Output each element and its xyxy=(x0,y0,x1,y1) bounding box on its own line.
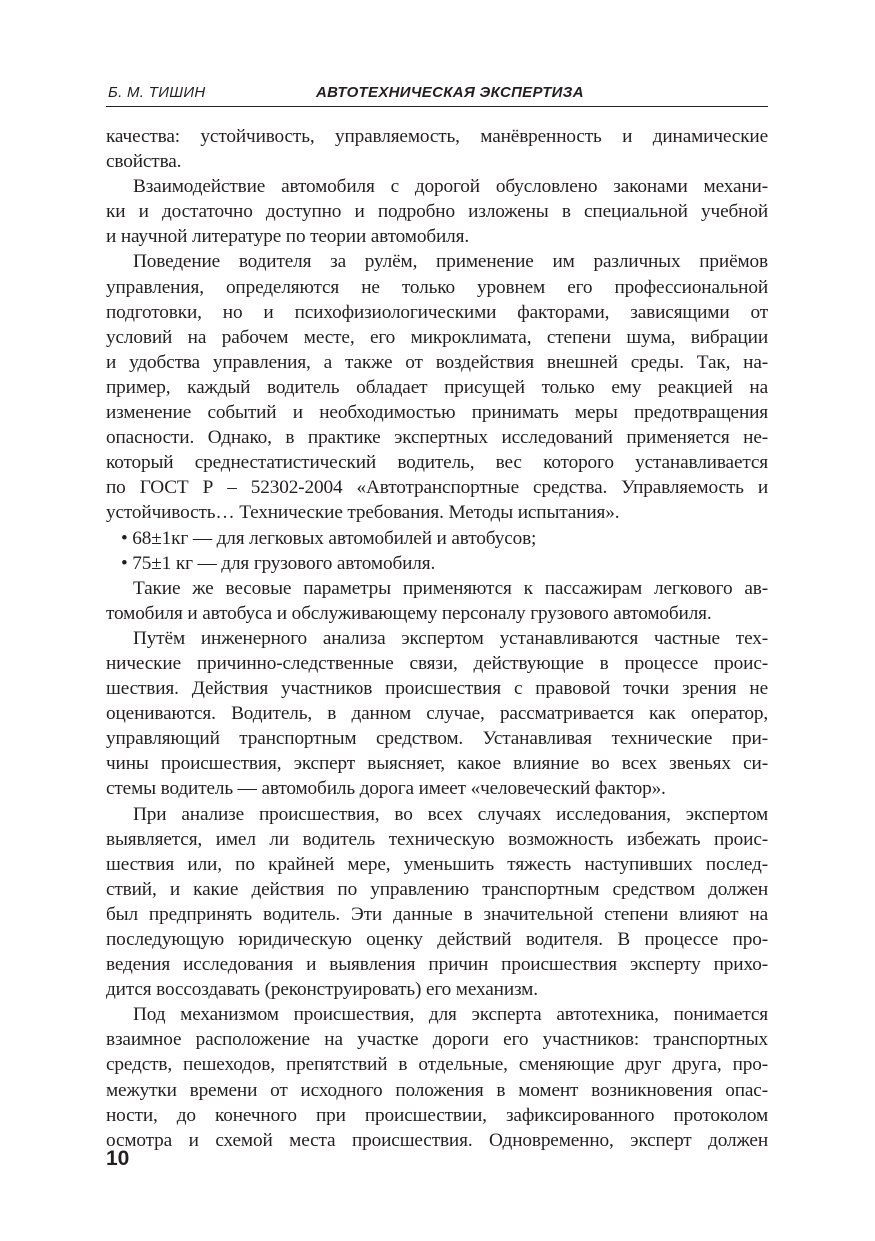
text-line: свойства. xyxy=(106,151,182,173)
text-line: шествия или, по крайней мере, уменьшить тяжесть наступивших послед- xyxy=(106,853,768,875)
text-line: который среднестатистический водитель, вес которого устанавливается xyxy=(106,452,768,474)
text-line: устойчивость… Технические требования. Методы испытания». xyxy=(106,502,620,524)
text-line: Путём инженерного анализа экспертом устанавливаются частные тех- xyxy=(133,627,768,649)
text-line: Взаимодействие автомобиля с дорогой обусловлено законами механи- xyxy=(133,176,768,198)
text-line: средств, пешеходов, препятствий в отдельные, сменяющие друг друга, про- xyxy=(106,1054,768,1076)
text-line: шествия. Действия участников происшествия с правовой точки зрения не xyxy=(106,678,768,700)
text-line: управляющий транспортным средством. Устанавливая технические при- xyxy=(106,728,768,750)
text-line: ведения исследования и выявления причин происшествия эксперту прихо- xyxy=(106,954,768,976)
text-line: При анализе происшествия, во всех случаях исследования, экспертом xyxy=(133,803,768,825)
text-line: дится воссоздавать (реконструировать) его механизм. xyxy=(106,979,538,1001)
paragraph xyxy=(106,802,768,1003)
text-line: ности, до конечного при происшествии, зафиксированного протоколом xyxy=(106,1104,768,1126)
text-line: пример, каждый водитель обладает присущей только ему реакцией на xyxy=(106,376,768,398)
paragraph xyxy=(106,576,768,626)
text-line: чины происшествия, эксперт выясняет, какое влияние во всех звеньях си- xyxy=(106,753,768,775)
header-author: Б. М. ТИШИН xyxy=(108,84,206,101)
bullet-item xyxy=(106,551,768,576)
paragraph xyxy=(106,626,768,802)
text-line: ствий, и какие действия по управлению транспортным средством должен xyxy=(106,878,768,900)
text-line: изменение событий и необходимостью принимать меры предотвращения xyxy=(106,402,768,424)
text-line: подготовки, но и психофизиологическими факторами, зависящими от xyxy=(106,301,768,323)
text-line: томобиля и автобуса и обслуживающему персоналу грузового автомобиля. xyxy=(106,602,712,624)
text-line: был предпринять водитель. Эти данные в значительной степени влияют на xyxy=(106,903,768,925)
text-line: осмотра и схемой места происшествия. Одновременно, эксперт должен xyxy=(106,1129,768,1151)
body-text xyxy=(106,124,768,1153)
text-line: Под механизмом происшествия, для эксперта автотехника, понимается xyxy=(133,1004,768,1026)
paragraph xyxy=(106,124,768,174)
text-line: ки и достаточно доступно и подробно изложены в специальной учебной xyxy=(106,201,768,223)
text-line: качества: устойчивость, управляемость, манёвренность и динамические xyxy=(106,126,768,147)
text-line: выявляется, имел ли водитель техническую возможность избежать проис- xyxy=(106,828,768,850)
text-line: • 68±1кг — для легковых автомобилей и автобусов; xyxy=(121,527,537,549)
text-line: по ГОСТ Р – 52302-2004 «Автотранспортные средства. Управляемость и xyxy=(106,477,768,499)
header-rule xyxy=(106,106,768,107)
text-line: и научной литературе по теории автомобиля. xyxy=(106,226,470,248)
text-line: условий на рабочем месте, его микроклимата, степени шума, вибрации xyxy=(106,326,768,348)
text-line: межутки времени от исходного положения в момент возникновения опас- xyxy=(106,1079,768,1101)
paragraph xyxy=(106,1002,768,1153)
paragraph xyxy=(106,249,768,525)
text-line: Такие же весовые параметры применяются к пассажирам легкового ав- xyxy=(133,577,768,599)
text-line: последующую юридическую оценку действий водителя. В процессе про- xyxy=(106,929,768,950)
text-line: взаимное расположение на участке дороги его участников: транспортных xyxy=(106,1029,768,1051)
text-line: и удобства управления, а также от воздействия внешней среды. Так, на- xyxy=(106,351,768,373)
text-line: оцениваются. Водитель, в данном случае, рассматривается как оператор, xyxy=(106,703,768,725)
paragraph xyxy=(106,174,768,249)
page-number: 10 xyxy=(106,1147,130,1170)
bullet-item xyxy=(106,526,768,551)
header-title: АВТОТЕХНИЧЕСКАЯ ЭКСПЕРТИЗА xyxy=(316,84,584,101)
text-line: нические причинно-следственные связи, действующие в процессе проис- xyxy=(106,652,768,674)
text-line: управления, определяются не только уровнем его профессиональной xyxy=(106,276,768,298)
text-line: стемы водитель — автомобиль дорога имеет «человеческий фактор». xyxy=(106,778,666,800)
text-line: опасности. Однако, в практике экспертных исследований применяется не- xyxy=(106,427,768,449)
text-line: • 75±1 кг — для грузового автомобиля. xyxy=(121,552,436,574)
text-line: Поведение водителя за рулём, применение им различных приёмов xyxy=(133,251,768,273)
